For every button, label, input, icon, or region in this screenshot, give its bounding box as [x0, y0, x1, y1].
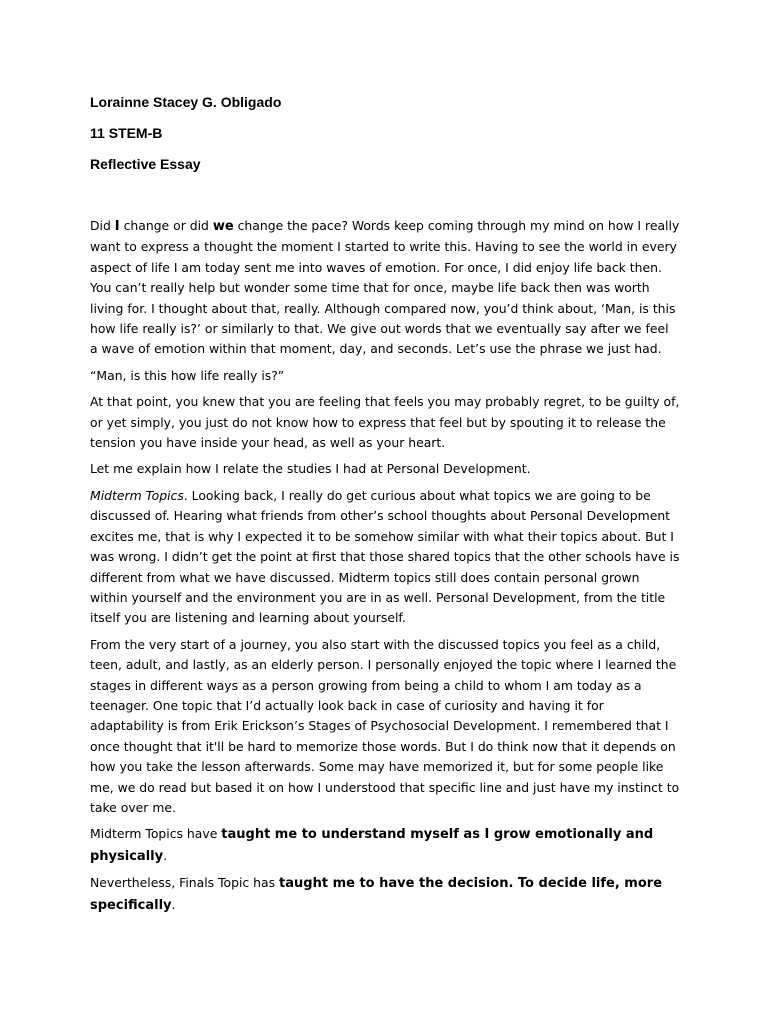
p8-end: . [171, 896, 176, 912]
essay-paragraph-4: Let me explain how I relate the studies I had at Personal Development. [90, 461, 531, 477]
p8-lead: Nevertheless, Finals Topic has [90, 875, 280, 891]
essay-paragraph-5 [90, 486, 680, 629]
p7-lead: Midterm Topics have [90, 826, 222, 842]
document-title: Reflective Essay [90, 156, 201, 172]
p1-bold-i: I [114, 219, 120, 234]
document-header [90, 92, 690, 185]
p5-text: . Looking back, I really do get curious about what topics we are going to be discussed of. Hearing what friends from other’s school thoughts about Personal Development excites me, that is why I expected it to be somehow similar with what their topics about. But I was wrong. I didn’t get the point at first that those shared topics that the other schools have is different from what we have discussed. Midterm topics still does contain personal grown within yourself and the environment you are in as well. Personal Development, from the title itself you are listening and learning about yourself. [90, 487, 680, 626]
p8-bold: taught me to have the decision. To decide life, more specifically [90, 876, 663, 913]
author-name: Lorainne Stacey G. Obligado [90, 94, 282, 110]
essay-paragraph-8 [90, 873, 680, 916]
essay-paragraph-3: At that point, you knew that you are feeling that feels you may probably regret, to be guilty of, or yet simply, you just do not know how to express that feel but by spouting it to release the tension you have inside your head, as well as your heart. [90, 394, 680, 451]
p7-bold: taught me to understand myself as I grow emotionally and physically [90, 827, 654, 864]
p1-text-c: change or did [119, 218, 213, 233]
p1-bold-we: we [212, 219, 234, 234]
class-section: 11 STEM-B [90, 125, 163, 141]
essay-body [90, 216, 680, 922]
p1-text-a: Did [90, 218, 115, 233]
p7-end: . [163, 847, 168, 863]
essay-paragraph-7 [90, 824, 680, 867]
p5-italic-heading: Midterm Topics [90, 487, 184, 503]
essay-paragraph-2: “Man, is this how life really is?” [90, 367, 285, 383]
essay-paragraph-6: From the very start of a journey, you also start with the discussed topics you feel as a child, teen, adult, and lastly, as an elderly person. I personally enjoyed the topic where I learned the stages in different ways as a person growing from being a child to whom I am today as a teenager. One topic that I’d actually look back in case of curiosity and having it for adaptability is from Erik Erickson’s Stages of Psychosocial Development. I remembered that I once thought that it'll be hard to memorize those words. But I do think now that it depends on how you take the lesson afterwards. Some may have memorized it, but for some people like me, we do read but based it on how I understood that specific line and just have my instinct to take over me. [90, 636, 680, 815]
essay-paragraph-1 [90, 216, 680, 360]
p1-text-d: change the pace? Words keep coming through my mind on how I really want to express a thought the moment I started to write this. Having to see the world in every aspect of life I am today sent me into waves of emotion. For once, I did enjoy life back then. You can’t really help but wonder some time that for once, maybe life back then was worth living for. I thought about that, really. Although compared now, you’d think about, ‘Man, is this how life really is?’ or similarly to that. We give out words that we eventually say after we feel a wave of emotion within that moment, day, and seconds. Let’s use the phrase we just had. [90, 218, 680, 357]
